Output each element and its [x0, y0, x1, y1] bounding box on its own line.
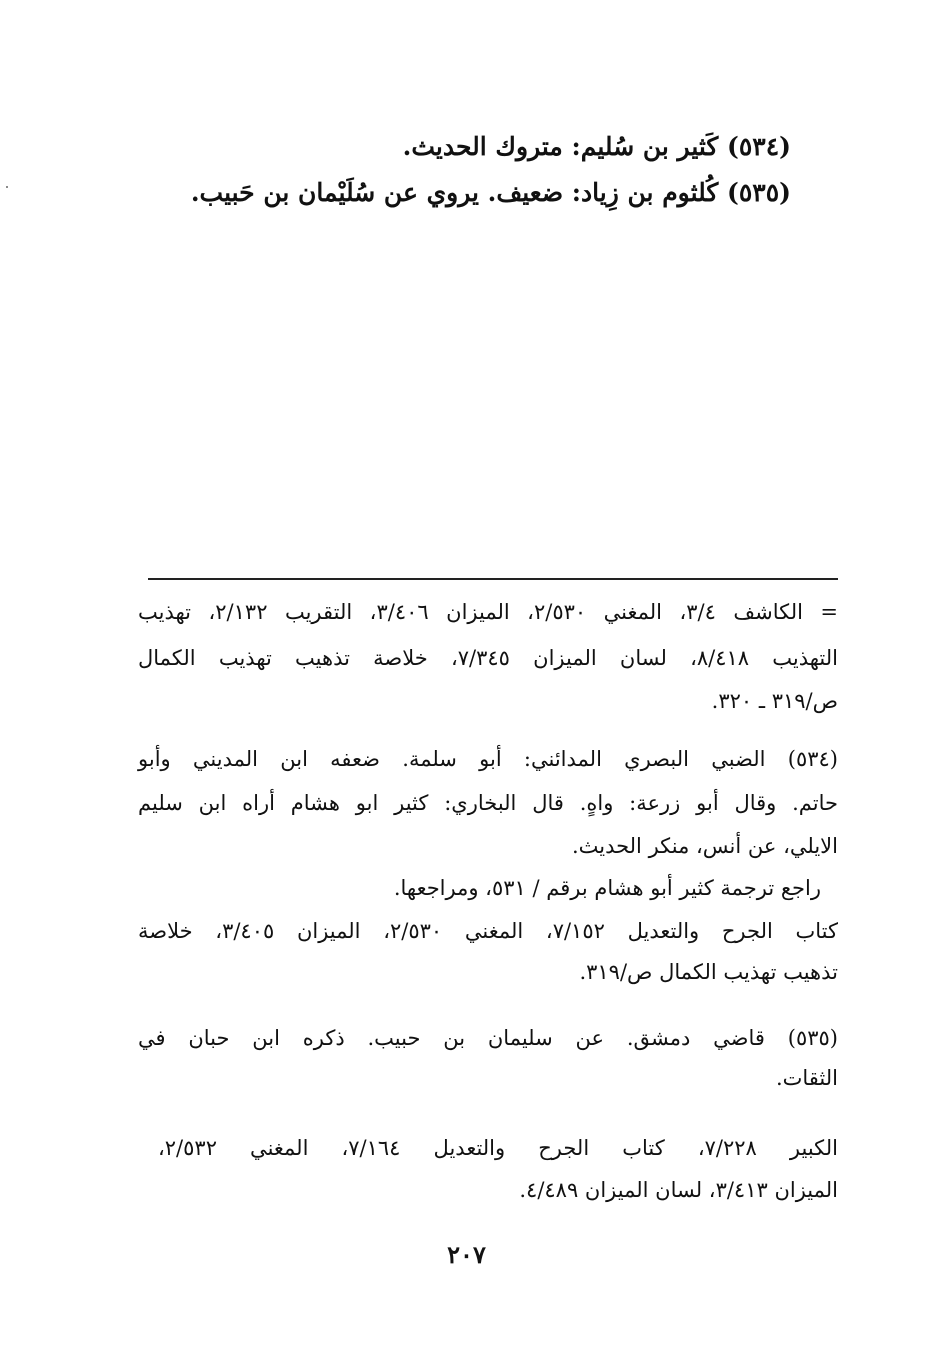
footnote-534-line-5: كتاب الجرح والتعديل ٧/١٥٢، المغني ٢/٥٣٠، الميزان ٣/٤٠٥، خلاصة: [138, 919, 838, 943]
footnote-534-line-3: الايلي، عن أنس، منكر الحديث.: [571, 834, 838, 858]
entry-534: (٥٣٤) كَثير بن سُليم: متروك الحديث.: [402, 132, 791, 161]
footnote-534-line-4: راجع ترجمة كثير أبو هشام برقم / ٥٣١، ومراجعها.: [393, 876, 821, 900]
footnote-separator: [148, 578, 838, 580]
footnote-534-line-6: تذهيب تهذيب الكمال ص/٣١٩.: [579, 960, 838, 984]
footnote-continued-line-2: التهذيب ٨/٤١٨، لسان الميزان ٧/٣٤٥، خلاصة تذهيب تهذيب الكمال: [138, 646, 839, 670]
entry-535: (٥٣٥) كُلثوم بن زِياد: ضعيف. يروي عن سُلَيْمان بن حَبيب.: [190, 178, 791, 207]
footnote-535-line-1: (٥٣٥) قاضي دمشق. عن سليمان بن حبيب. ذكره ابن حبان في: [138, 1026, 838, 1050]
footnote-534-line-1: (٥٣٤) الضبي البصري المدائني: أبو سلمة. ضعفه ابن المديني وأبو: [138, 747, 838, 771]
page-number: ٢٠٧: [447, 1240, 486, 1269]
footnote-535-line-4: الميزان ٣/٤١٣، لسان الميزان ٤/٤٨٩.: [519, 1178, 838, 1202]
footnote-535-line-2: الثقات.: [775, 1066, 838, 1090]
footnote-534-line-2: حاتم. وقال أبو زرعة: واهٍ. قال البخاري: كثير ابو هشام أراه ابن سليم: [138, 791, 838, 815]
footnote-continued-line-1: = الكاشف ٣/٤، المغني ٢/٥٣٠، الميزان ٣/٤٠٦، التقريب ٢/١٣٢، تهذيب: [138, 600, 839, 624]
footnote-535-line-3: الكبير ٧/٢٢٨، كتاب الجرح والتعديل ٧/١٦٤، المغني ٢/٥٣٢،: [158, 1136, 838, 1160]
footnote-continued-line-3: ص/٣١٩ ـ ٣٢٠.: [711, 689, 838, 713]
scan-speck: [6, 186, 8, 188]
